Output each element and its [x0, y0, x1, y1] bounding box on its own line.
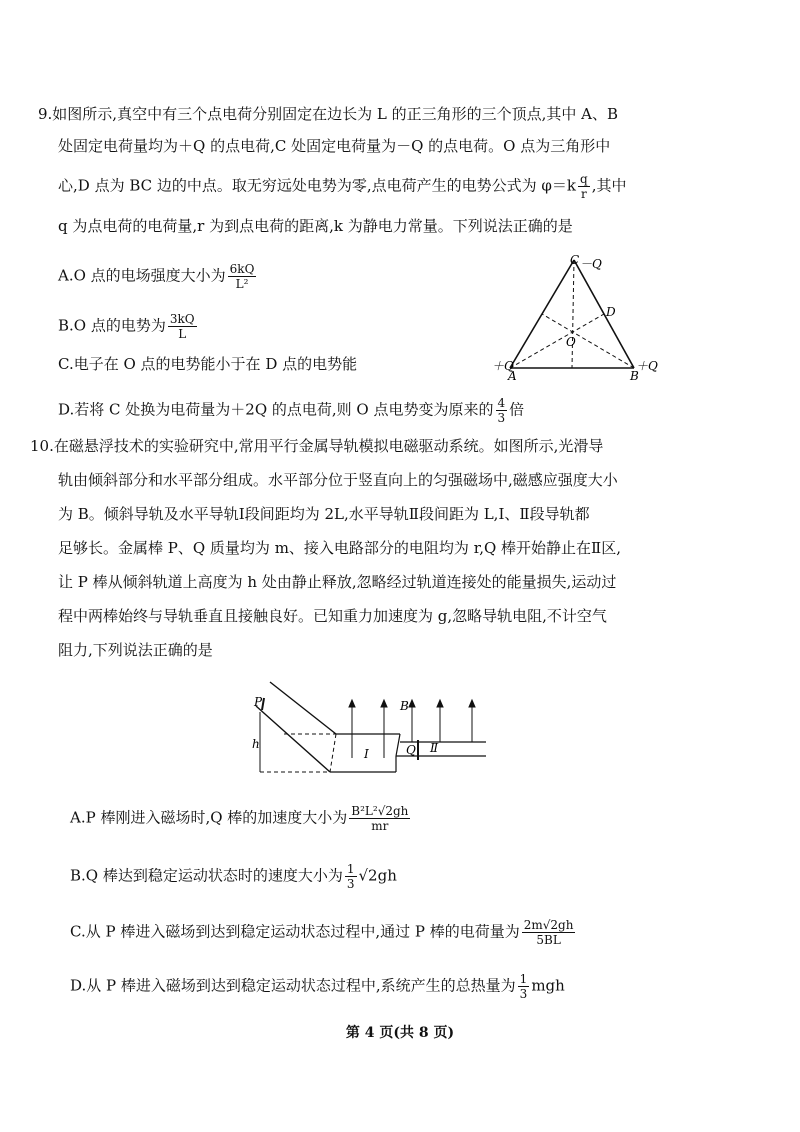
frac-num: 4 — [497, 396, 506, 410]
label-a: A — [508, 369, 517, 380]
q9-option-c: C.电子在 O 点的电势能小于在 D 点的电势能 — [58, 355, 358, 373]
q9-option-d-text: D.若将 C 处换为电荷量为＋2Q 的点电荷,则 O 点电势变为原来的 — [58, 400, 494, 419]
q10-option-c-text: C.从 P 棒进入磁场到达到稳定运动状态过程中,通过 P 棒的电荷量为 — [70, 922, 520, 941]
label-o: O — [566, 335, 576, 349]
frac-den: L² — [235, 277, 249, 291]
q9-option-a — [58, 262, 258, 291]
q10-option-c — [70, 918, 577, 947]
frac-den: 3 — [346, 877, 355, 891]
label-h: h — [252, 737, 260, 751]
incline-rail-lower — [256, 706, 330, 772]
dashed-joint — [330, 734, 336, 772]
label-p: P — [254, 695, 263, 709]
q9-option-d-tail: 倍 — [509, 400, 525, 419]
q9-phi-num: q — [580, 172, 588, 186]
frac-den: 5BL — [536, 933, 561, 947]
q10-stem-line-1: 10.在磁悬浮技术的实验研究中,常用平行金属导轨模拟电磁驱动系统。如图所示,光滑导 — [30, 437, 604, 455]
median-c — [572, 260, 574, 368]
q9-stem-line-3-tail: ,其中 — [591, 176, 627, 195]
frac-num: 2m√2gh — [523, 918, 574, 932]
frac-den: 3 — [497, 411, 506, 425]
q10-stem-line-5: 让 P 棒从倾斜轨道上高度为 h 处由静止释放,忽略经过轨道连接处的能量损失,运动过 — [58, 573, 617, 591]
q10-stem-line-3: 为 B。倾斜导轨及水平导轨Ⅰ段间距均为 2L,水平导轨Ⅱ段间距为 L,Ⅰ、Ⅱ段导轨都 — [58, 505, 590, 523]
label-b: B — [630, 369, 639, 380]
label-q: Q — [406, 743, 416, 757]
frac-den: 3 — [519, 987, 528, 1001]
q10-option-b-fraction — [345, 862, 357, 891]
label-region-i: Ⅰ — [364, 747, 369, 761]
q10-option-b-text: B.Q 棒达到稳定运动状态时的速度大小为 — [70, 866, 343, 885]
frac-den: L — [178, 327, 187, 341]
label-region-ii: Ⅱ — [430, 741, 439, 755]
q10-option-d-tail: mgh — [531, 976, 565, 995]
label-plus-q-left: ＋Q — [492, 359, 514, 373]
q10-option-a — [70, 804, 412, 833]
q10-option-a-text: A.P 棒刚进入磁场时,Q 棒的加速度大小为 — [70, 808, 348, 827]
q9-option-b — [58, 312, 199, 341]
q9-stem-line-3 — [58, 172, 626, 201]
label-plus-q-right: ＋Q — [636, 359, 658, 373]
q10-option-c-fraction — [522, 918, 576, 947]
q10-option-d — [70, 972, 565, 1001]
q10-rail-figure — [240, 672, 500, 782]
q10-option-b-tail: √2gh — [358, 866, 397, 885]
q9-stem-line-4: q 为点电荷的电荷量,r 为到点电荷的距离,k 为静电力常量。下列说法正确的是 — [58, 217, 573, 235]
q10-option-d-fraction — [518, 972, 530, 1001]
incline-rail-upper — [270, 682, 336, 734]
q9-option-d — [58, 396, 524, 425]
label-minus-q: －Q — [580, 257, 602, 271]
q10-stem-line-6: 程中两棒始终与导轨垂直且接触良好。已知重力加速度为 g,忽略导轨电阻,不计空气 — [58, 607, 607, 625]
label-b-field: B — [400, 699, 409, 713]
rod-p — [262, 698, 264, 710]
q9-option-a-text: A.O 点的电场强度大小为 — [58, 266, 226, 285]
q9-option-b-text: B.O 点的电势为 — [58, 316, 166, 335]
q9-phi-fraction — [578, 172, 590, 201]
q10-stem-line-7: 阻力,下列说法正确的是 — [58, 641, 213, 659]
label-d: D — [606, 305, 616, 319]
q9-stem-line-1: 9.如图所示,真空中有三个点电荷分别固定在边长为 L 的正三角形的三个顶点,其中 A、B — [38, 105, 618, 123]
q9-stem-line-2: 处固定电荷量均为＋Q 的点电荷,C 处固定电荷量为－Q 的点电荷。O 点为三角形中 — [58, 137, 611, 155]
q9-option-b-fraction — [168, 312, 197, 341]
frac-num: 1 — [346, 862, 355, 876]
median-b — [542, 314, 634, 368]
q9-stem-line-3-text: 心,D 点为 BC 边的中点。取无穷远处电势为零,点电荷产生的电势公式为 φ＝k — [58, 176, 577, 195]
q9-option-d-fraction — [496, 396, 508, 425]
median-a — [510, 314, 604, 368]
frac-num: 6kQ — [229, 262, 255, 276]
frac-num: B²L²√2gh — [351, 804, 409, 818]
q10-option-b — [70, 862, 397, 891]
q9-option-a-fraction — [228, 262, 257, 291]
q10-stem-line-2: 轨由倾斜部分和水平部分组成。水平部分位于竖直向上的匀强磁场中,磁感应强度大小 — [58, 471, 618, 489]
q9-triangle-figure — [488, 250, 668, 380]
frac-num: 3kQ — [169, 312, 195, 326]
label-c: C — [570, 253, 580, 267]
frac-den: mr — [371, 819, 389, 833]
q10-stem-line-4: 足够长。金属棒 P、Q 质量均为 m、接入电路部分的电阻均为 r,Q 棒开始静止在Ⅱ区, — [58, 539, 622, 557]
page-footer: 第 4 页(共 8 页) — [345, 1025, 455, 1041]
q10-option-a-fraction — [349, 804, 410, 833]
rail-i-step — [396, 734, 400, 756]
q9-phi-den: r — [580, 187, 587, 201]
q10-option-d-text: D.从 P 棒进入磁场到达到稳定运动状态过程中,系统产生的总热量为 — [70, 976, 516, 995]
frac-num: 1 — [519, 972, 528, 986]
